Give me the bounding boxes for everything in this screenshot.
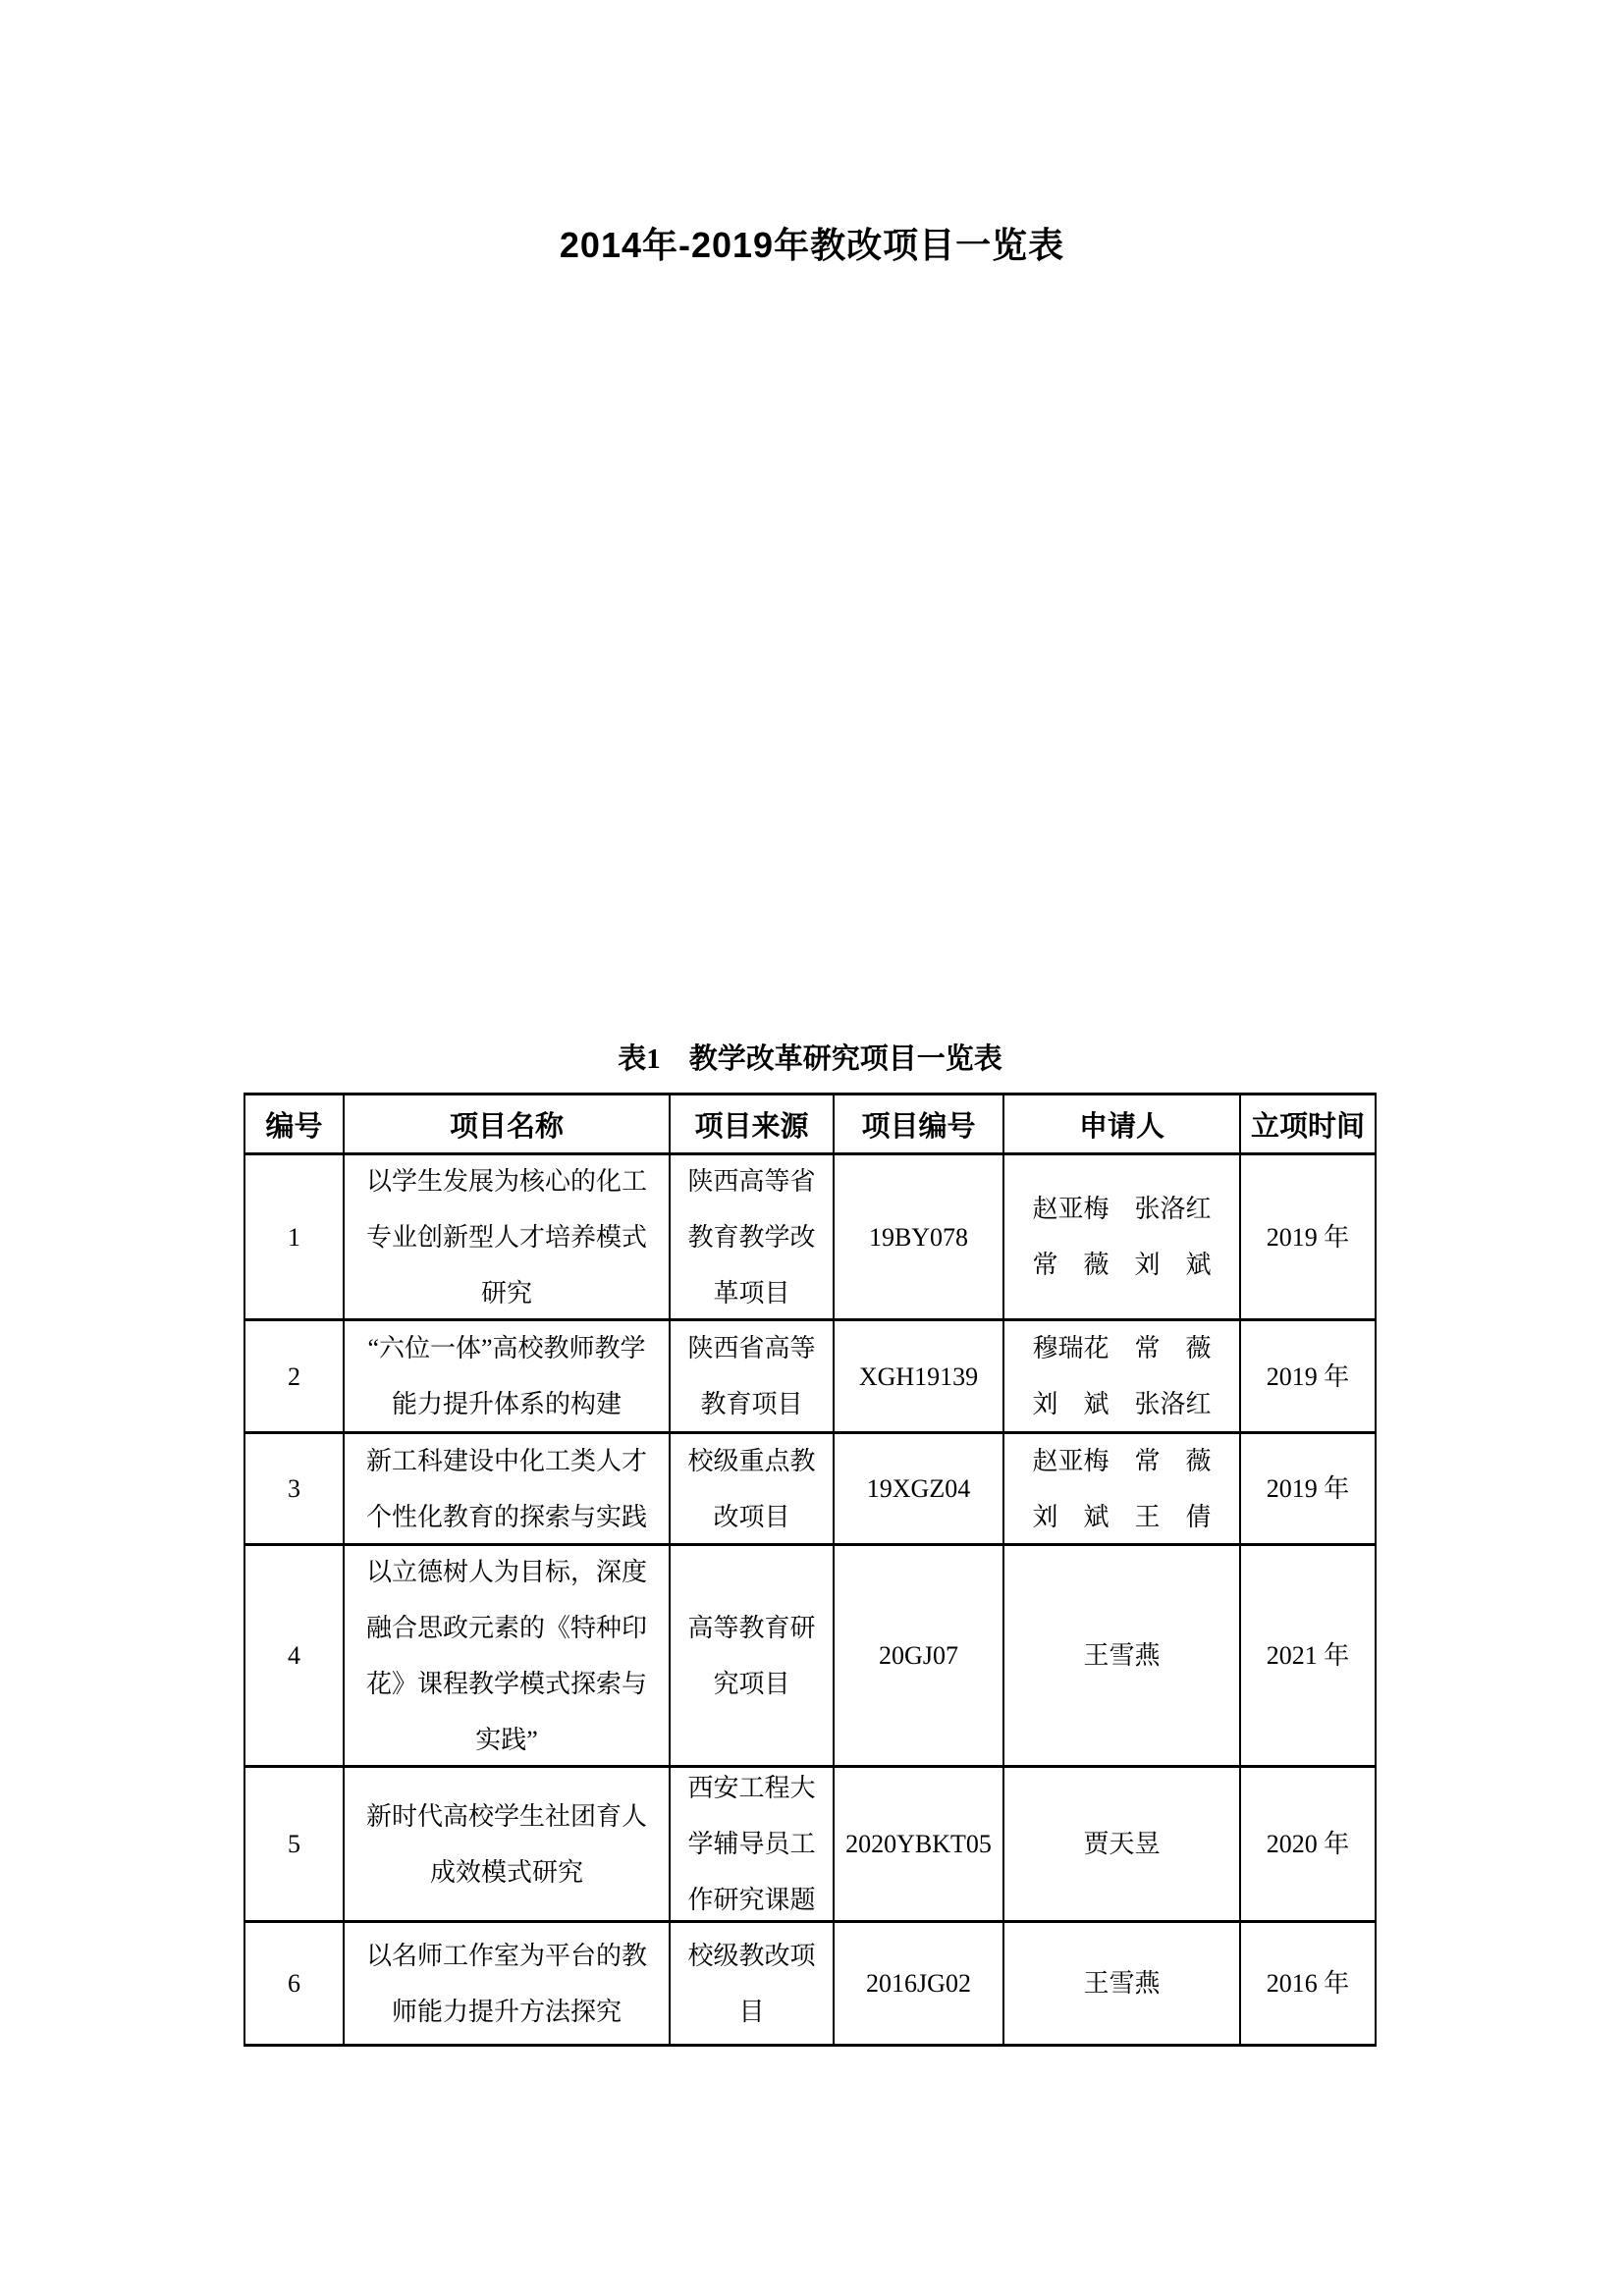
cell-project-source: 校级教改项目: [671, 1923, 835, 2044]
document-title: 2014年-2019年教改项目一览表: [559, 225, 1065, 265]
cell-project-source: 校级重点教改项目: [671, 1434, 835, 1543]
cell-year: 2016 年: [1266, 1969, 1350, 1998]
cell-applicants: [1004, 1923, 1241, 2044]
table-row: [245, 1321, 1375, 1434]
cell-applicants: [1004, 1546, 1241, 1765]
cell-applicants: [1004, 1434, 1241, 1543]
header-approval-time: 立项时间: [1250, 1110, 1365, 1143]
cell-project-source: 陕西高等省教育教学改革项目: [671, 1155, 835, 1318]
cell-year: 2019 年: [1266, 1362, 1350, 1391]
cell-project-code: 2016JG02: [835, 1923, 1004, 2044]
cell-year: 2021 年: [1266, 1641, 1350, 1670]
cell-project-name: 以学生发展为核心的化工专业创新型人才培养模式研究: [345, 1155, 671, 1318]
cell-project-name: 以名师工作室为平台的教师能力提升方法探究: [345, 1923, 671, 2044]
cell-project-code: 19BY078: [835, 1155, 1004, 1318]
cell-year: 2019 年: [1266, 1222, 1350, 1252]
applicant-line: 刘 斌 王 倩: [1032, 1502, 1212, 1531]
cell-applicants: [1004, 1155, 1241, 1318]
table-header-row: [245, 1095, 1375, 1155]
table-row: [245, 1546, 1375, 1768]
cell-project-source: 西安工程大学辅导员工作研究课题: [671, 1768, 835, 1920]
applicant-line: 王雪燕: [1083, 1641, 1161, 1670]
header-applicant: 申请人: [1004, 1095, 1241, 1152]
table-row: [245, 1923, 1375, 2044]
cell-number: 6: [245, 1923, 345, 2044]
cell-year: 2019 年: [1266, 1474, 1350, 1503]
applicant-line: 赵亚梅 张洛红: [1032, 1195, 1212, 1223]
projects-table: [244, 1093, 1377, 2047]
cell-project-name: 新时代高校学生社团育人成效模式研究: [345, 1768, 671, 1920]
cell-number: 3: [245, 1434, 345, 1543]
cell-number: 1: [245, 1155, 345, 1318]
header-project-name: 项目名称: [345, 1095, 671, 1152]
cell-project-code: 19XGZ04: [835, 1434, 1004, 1543]
cell-project-name: “六位一体”高校教师教学能力提升体系的构建: [345, 1321, 671, 1431]
cell-number: 5: [245, 1768, 345, 1920]
table-row: [245, 1768, 1375, 1923]
header-number: 编号: [245, 1095, 345, 1152]
applicant-line: 穆瑞花 常 薇: [1032, 1334, 1212, 1362]
applicant-line: 贾天昱: [1083, 1830, 1161, 1858]
cell-number: 2: [245, 1321, 345, 1431]
cell-project-source: 高等教育研究项目: [671, 1546, 835, 1765]
table-caption: 表1 教学改革研究项目一览表: [618, 1043, 1002, 1075]
applicant-line: 王雪燕: [1083, 1969, 1161, 1998]
cell-number: 4: [245, 1546, 345, 1765]
applicant-line: 常 薇 刘 斌: [1032, 1251, 1212, 1279]
cell-project-code: 2020YBKT05: [835, 1768, 1004, 1920]
cell-project-code: XGH19139: [835, 1321, 1004, 1431]
header-project-source: 项目来源: [671, 1095, 835, 1152]
table-row: [245, 1155, 1375, 1321]
cell-project-name: 新工科建设中化工类人才个性化教育的探索与实践: [345, 1434, 671, 1543]
applicant-line: 刘 斌 张洛红: [1032, 1390, 1212, 1418]
cell-project-source: 陕西省高等教育项目: [671, 1321, 835, 1431]
cell-applicants: [1004, 1321, 1241, 1431]
applicant-line: 赵亚梅 常 薇: [1032, 1446, 1212, 1475]
header-project-code: 项目编号: [835, 1095, 1004, 1152]
cell-project-code: 20GJ07: [835, 1546, 1004, 1765]
cell-project-name: 以立德树人为目标，深度融合思政元素的《特种印花》课程教学模式探索与实践”: [345, 1546, 671, 1765]
table-row: [245, 1434, 1375, 1546]
cell-year: 2020 年: [1266, 1830, 1350, 1858]
cell-applicants: [1004, 1768, 1241, 1920]
